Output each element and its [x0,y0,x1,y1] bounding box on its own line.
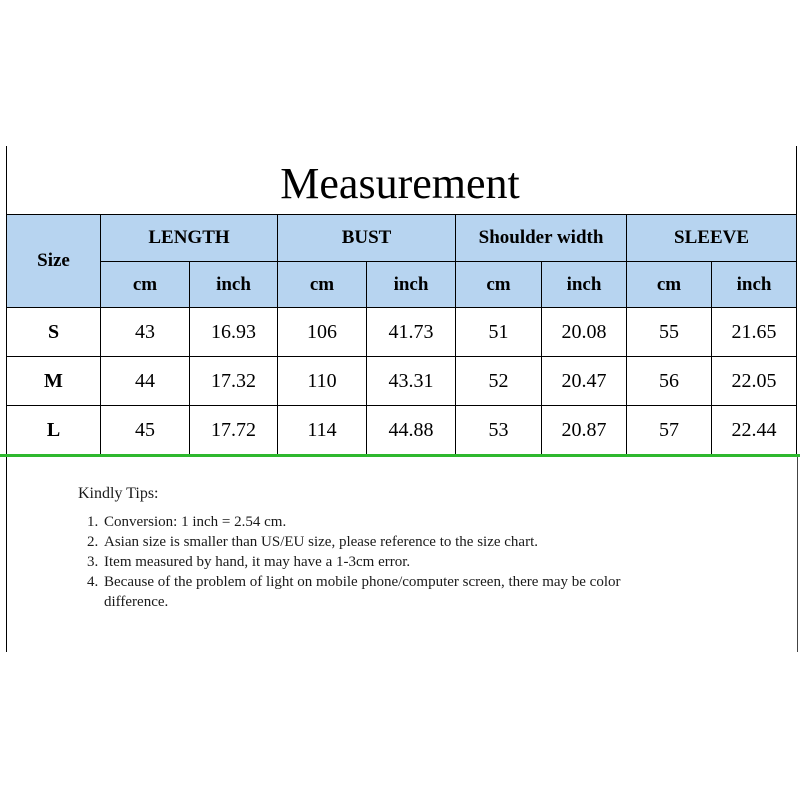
table-cell: 56 [627,357,712,406]
frame-right-border-lower [797,456,798,652]
tips-list [78,512,664,612]
tip-item: 1. Conversion: 1 inch = 2.54 cm. [102,512,664,532]
table-cell: 44.88 [367,406,456,455]
table-cell: 110 [278,357,367,406]
tips-title: Kindly Tips: [78,485,159,502]
kindly-tips-section [78,484,664,612]
table-row [7,308,797,357]
length-inch-header: inch [190,262,278,308]
table-row [7,406,797,455]
table-cell: 43.31 [367,357,456,406]
size-cell: S [7,308,101,357]
table-cell: 45 [101,406,190,455]
table-cell: 55 [627,308,712,357]
table-cell: 57 [627,406,712,455]
table-cell: 53 [456,406,542,455]
size-chart-table [6,214,797,455]
size-column-header: Size [7,215,101,308]
shoulder-cm-header: cm [456,262,542,308]
table-cell: 51 [456,308,542,357]
table-cell: 22.44 [712,406,797,455]
tip-item: 2. Asian size is smaller than US/EU size, please reference to the size chart. [102,532,664,552]
table-cell: 21.65 [712,308,797,357]
table-cell: 106 [278,308,367,357]
table-cell: 114 [278,406,367,455]
sleeve-cm-header: cm [627,262,712,308]
table-cell: 41.73 [367,308,456,357]
table-cell: 52 [456,357,542,406]
bust-cm-header: cm [278,262,367,308]
shoulder-width-header: Shoulder width [456,215,627,262]
tip-item: 3. Item measured by hand, it may have a 1-3cm error. [102,552,664,572]
size-cell: L [7,406,101,455]
bust-header: BUST [278,215,456,262]
table-cell: 20.47 [542,357,627,406]
bust-inch-header: inch [367,262,456,308]
table-cell: 22.05 [712,357,797,406]
table-unit-row [7,262,797,308]
table-cell: 20.87 [542,406,627,455]
sleeve-header: SLEEVE [627,215,797,262]
table-cell: 44 [101,357,190,406]
length-cm-header: cm [101,262,190,308]
tip-item: 4. Because of the problem of light on mobile phone/computer screen, there may be color difference. [102,572,664,612]
table-cell: 43 [101,308,190,357]
length-header: LENGTH [101,215,278,262]
size-cell: M [7,357,101,406]
shoulder-inch-header: inch [542,262,627,308]
table-header-row [7,215,797,262]
table-cell: 16.93 [190,308,278,357]
sleeve-inch-header: inch [712,262,797,308]
green-divider-line [0,454,800,457]
page-title: Measurement [280,159,520,208]
table-cell: 17.72 [190,406,278,455]
table-cell: 17.32 [190,357,278,406]
table-row [7,357,797,406]
table-cell: 20.08 [542,308,627,357]
